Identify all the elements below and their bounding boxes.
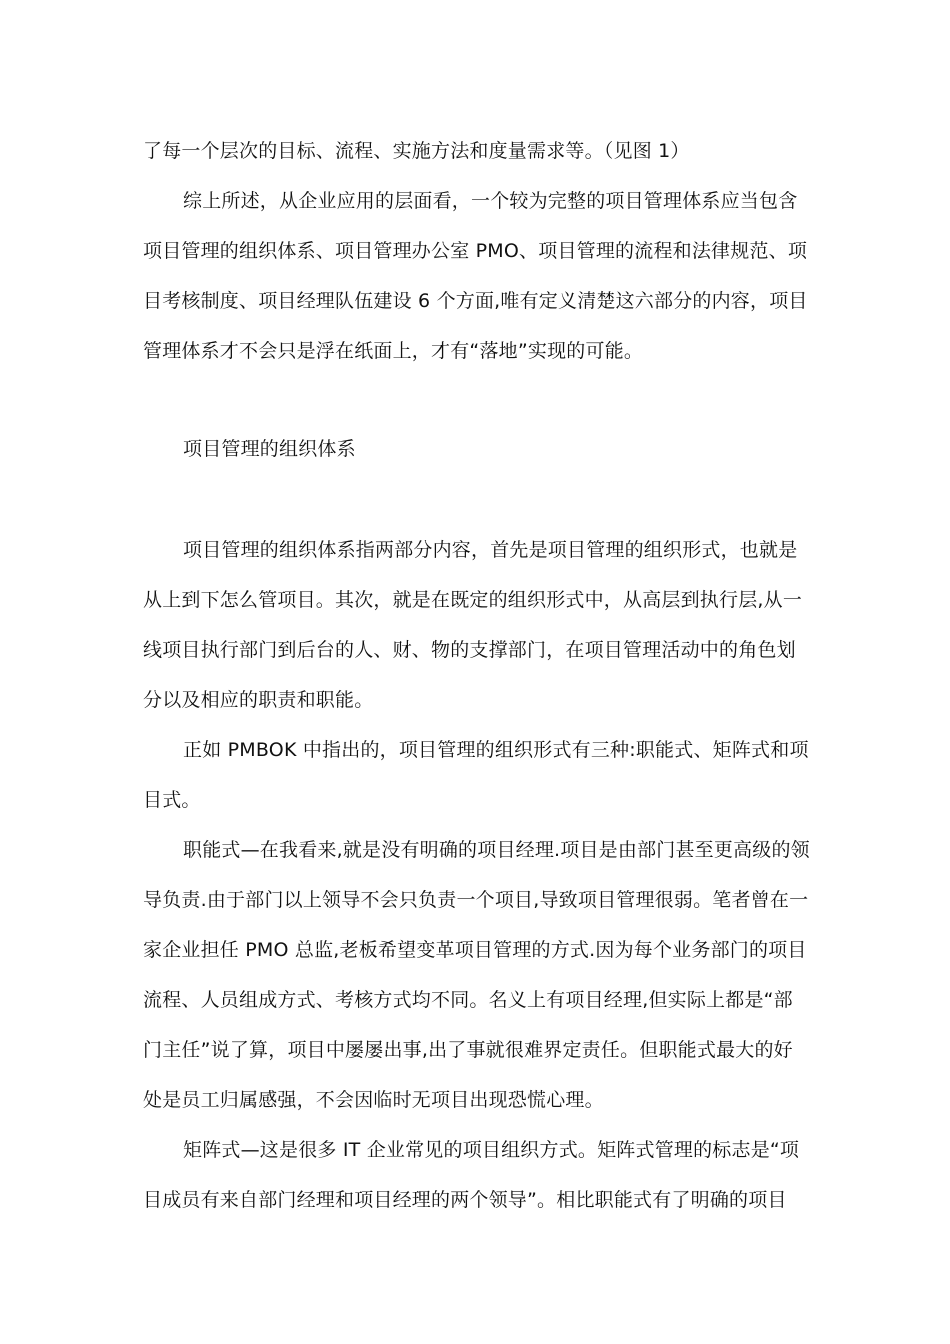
paragraph-line: 项目管理的组织体系指两部分内容，首先是项目管理的组织形式，也就是 xyxy=(183,539,798,561)
paragraph-line: 综上所述，从企业应用的层面看，一个较为完整的项目管理体系应当包含 xyxy=(183,190,798,212)
paragraph-line: 门主任”说了算，项目中屡屡出事,出了事就很难界定责任。但职能式最大的好 xyxy=(143,1039,793,1061)
paragraph-line: 处是员工归属感强，不会因临时无项目出现恐慌心理。 xyxy=(143,1089,604,1111)
paragraph-line: 管理体系才不会只是浮在纸面上，才有“落地”实现的可能。 xyxy=(143,340,644,362)
body-paragraphs xyxy=(143,525,811,1225)
section-heading: 项目管理的组织体系 xyxy=(183,438,356,460)
paragraph-line: 了每一个层次的目标、流程、实施方法和度量需求等。（见图 1） xyxy=(143,140,690,162)
paragraph-line: 矩阵式—这是很多 IT 企业常见的项目组织方式。矩阵式管理的标志是“项 xyxy=(183,1139,800,1161)
paragraph-line: 分以及相应的职责和职能。 xyxy=(143,689,374,711)
paragraph-line: 线项目执行部门到后台的人、财、物的支撑部门，在项目管理活动中的角色划 xyxy=(143,639,796,661)
intro-paragraphs xyxy=(143,126,811,376)
paragraph-line: 流程、人员组成方式、考核方式均不同。名义上有项目经理,但实际上都是“部 xyxy=(143,989,793,1011)
paragraph-line: 职能式—在我看来,就是没有明确的项目经理.项目是由部门甚至更高级的领 xyxy=(183,839,810,861)
paragraph-line: 正如 PMBOK 中指出的，项目管理的组织形式有三种:职能式、矩阵式和项 xyxy=(183,739,809,761)
paragraph-line: 目式。 xyxy=(143,789,201,811)
paragraph-line: 目考核制度、项目经理队伍建设 6 个方面,唯有定义清楚这六部分的内容，项目 xyxy=(143,290,808,312)
section-heading-block xyxy=(143,424,811,474)
paragraph-line: 家企业担任 PMO 总监,老板希望变革项目管理的方式.因为每个业务部门的项目 xyxy=(143,939,807,961)
paragraph-line: 项目管理的组织体系、项目管理办公室 PMO、项目管理的流程和法律规范、项 xyxy=(143,240,808,262)
paragraph-line: 导负责.由于部门以上领导不会只负责一个项目,导致项目管理很弱。笔者曾在一 xyxy=(143,889,809,911)
paragraph-line: 目成员有来自部门经理和项目经理的两个领导”。相比职能式有了明确的项目 xyxy=(143,1189,787,1211)
paragraph-line: 从上到下怎么管项目。其次，就是在既定的组织形式中，从高层到执行层,从一 xyxy=(143,589,803,611)
